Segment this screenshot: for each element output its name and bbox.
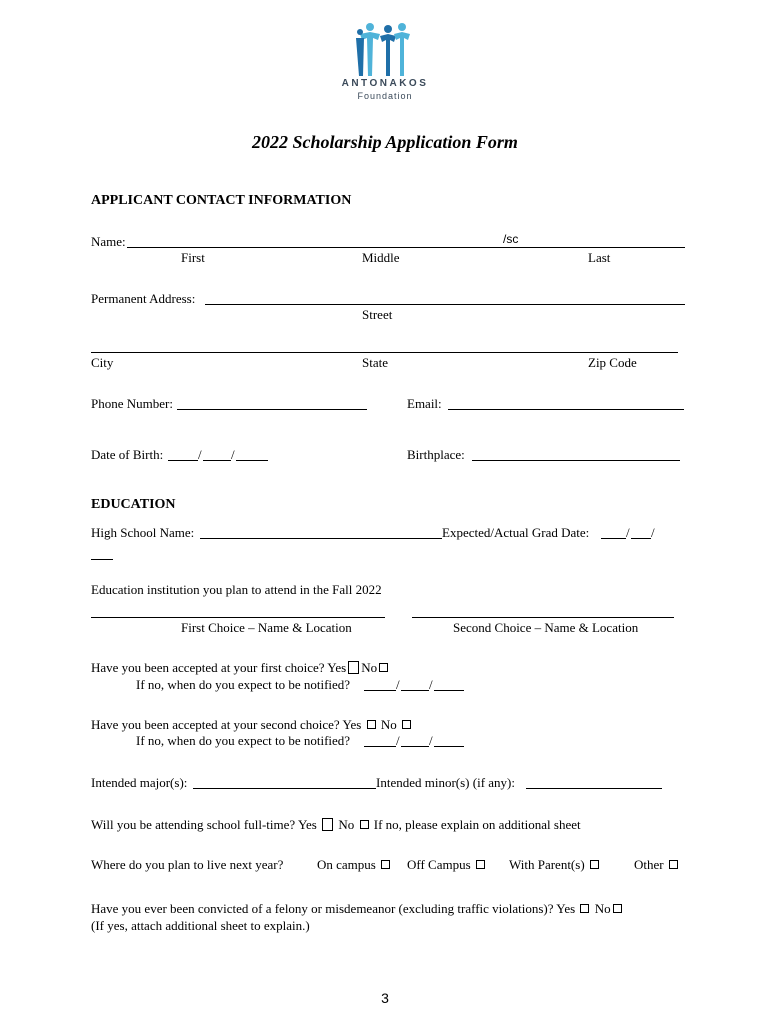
name-prefill: /sc — [503, 232, 519, 246]
with-parents-text: With Parent(s) — [509, 857, 585, 872]
dob-separator: / — [198, 447, 202, 462]
felony-no-checkbox[interactable] — [613, 904, 622, 913]
city-caption: City — [91, 355, 114, 370]
notify-separator: / — [396, 733, 400, 748]
first-notify-month-field[interactable] — [364, 690, 396, 691]
grad-year-field[interactable] — [91, 559, 113, 560]
grad-month-field[interactable] — [601, 538, 626, 539]
email-label: Email: — [407, 396, 442, 411]
other-checkbox[interactable] — [669, 860, 678, 869]
first-caption: First — [181, 250, 205, 265]
if-no-text: If no, when do you expect to be notified? — [136, 677, 351, 692]
zip-caption: Zip Code — [588, 355, 637, 370]
second-accepted-question — [91, 717, 413, 733]
felony-note: (If yes, attach additional sheet to explain.) — [91, 918, 310, 933]
name-label: Name: — [91, 234, 126, 249]
fulltime-explain-text: If no, please explain on additional sheet — [373, 817, 581, 832]
last-caption: Last — [588, 250, 611, 265]
live-option-off-campus — [407, 857, 487, 873]
grad-day-field[interactable] — [631, 538, 651, 539]
second-notify-year-field[interactable] — [434, 746, 464, 747]
education-heading: EDUCATION — [91, 497, 176, 512]
fulltime-no-checkbox[interactable] — [360, 820, 369, 829]
major-label: Intended major(s): — [91, 775, 188, 790]
street-caption: Street — [362, 307, 393, 322]
second-choice-field[interactable] — [412, 617, 674, 618]
first-choice-field[interactable] — [91, 617, 385, 618]
second-choice-caption: Second Choice – Name & Location — [453, 620, 639, 635]
form-title: 2022 Scholarship Application Form — [252, 132, 518, 152]
second-accepted-no-checkbox[interactable] — [402, 720, 411, 729]
second-accepted-yes-checkbox[interactable] — [367, 720, 376, 729]
no-text: No — [594, 901, 611, 916]
grad-separator: / — [626, 525, 630, 540]
grad-separator: / — [651, 525, 655, 540]
no-text: No — [338, 817, 355, 832]
birthplace-field[interactable] — [472, 460, 680, 461]
felony-yes-checkbox[interactable] — [580, 904, 589, 913]
first-notify-line — [136, 677, 350, 693]
live-option-other — [634, 857, 680, 873]
on-campus-checkbox[interactable] — [381, 860, 390, 869]
high-school-label: High School Name: — [91, 525, 195, 540]
dob-separator: / — [231, 447, 235, 462]
dob-year-field[interactable] — [236, 460, 268, 461]
second-notify-month-field[interactable] — [364, 746, 396, 747]
birthplace-label: Birthplace: — [407, 447, 465, 462]
off-campus-text: Off Campus — [407, 857, 471, 872]
fulltime-text: Will you be attending school full-time? Yes — [91, 817, 317, 832]
first-notify-day-field[interactable] — [401, 690, 429, 691]
if-no-text: If no, when do you expect to be notified? — [136, 733, 351, 748]
phone-label: Phone Number: — [91, 396, 173, 411]
state-caption: State — [362, 355, 388, 370]
first-accepted-yes-checkbox[interactable] — [348, 661, 359, 674]
no-text: No — [380, 717, 397, 732]
institution-label: Education institution you plan to attend in the Fall 2022 — [91, 582, 382, 597]
off-campus-checkbox[interactable] — [476, 860, 485, 869]
email-field[interactable] — [448, 409, 684, 410]
live-option-on-campus — [317, 857, 392, 873]
page-number: 3 — [381, 990, 389, 1006]
notify-separator: / — [396, 677, 400, 692]
first-choice-caption: First Choice – Name & Location — [181, 620, 352, 635]
city-state-zip-field[interactable] — [91, 352, 678, 353]
name-field[interactable] — [127, 247, 685, 248]
first-accepted-question — [91, 660, 390, 676]
high-school-field[interactable] — [200, 538, 442, 539]
second-notify-line — [136, 733, 350, 749]
middle-caption: Middle — [362, 250, 400, 265]
logo-subname: Foundation — [357, 91, 413, 101]
logo-figures-icon — [330, 18, 440, 80]
felony-text: Have you ever been convicted of a felony or misdemeanor (excluding traffic violations)? Yes — [91, 901, 576, 916]
grad-date-label: Expected/Actual Grad Date: — [442, 525, 590, 540]
fulltime-yes-checkbox[interactable] — [322, 818, 333, 831]
live-question: Where do you plan to live next year? — [91, 857, 284, 872]
foundation-logo — [330, 18, 440, 104]
dob-day-field[interactable] — [203, 460, 231, 461]
contact-heading: APPLICANT CONTACT INFORMATION — [91, 193, 352, 208]
first-accepted-no-checkbox[interactable] — [379, 663, 388, 672]
on-campus-text: On campus — [317, 857, 376, 872]
live-option-with-parents — [509, 857, 601, 873]
address-label: Permanent Address: — [91, 291, 196, 306]
dob-month-field[interactable] — [168, 460, 198, 461]
logo-name: ANTONAKOS — [341, 78, 429, 89]
first-accepted-text: Have you been accepted at your first choice? Yes — [91, 660, 347, 675]
notify-separator: / — [429, 677, 433, 692]
first-notify-year-field[interactable] — [434, 690, 464, 691]
fulltime-question — [91, 817, 581, 833]
second-notify-day-field[interactable] — [401, 746, 429, 747]
felony-question — [91, 901, 624, 917]
second-accepted-text: Have you been accepted at your second choice? Yes — [91, 717, 362, 732]
with-parents-checkbox[interactable] — [590, 860, 599, 869]
minor-field[interactable] — [526, 788, 662, 789]
major-field[interactable] — [193, 788, 376, 789]
phone-field[interactable] — [177, 409, 367, 410]
dob-label: Date of Birth: — [91, 447, 164, 462]
notify-separator: / — [429, 733, 433, 748]
no-text: No — [361, 660, 378, 675]
address-field[interactable] — [205, 304, 685, 305]
minor-label: Intended minor(s) (if any): — [376, 775, 515, 790]
other-text: Other — [634, 857, 664, 872]
